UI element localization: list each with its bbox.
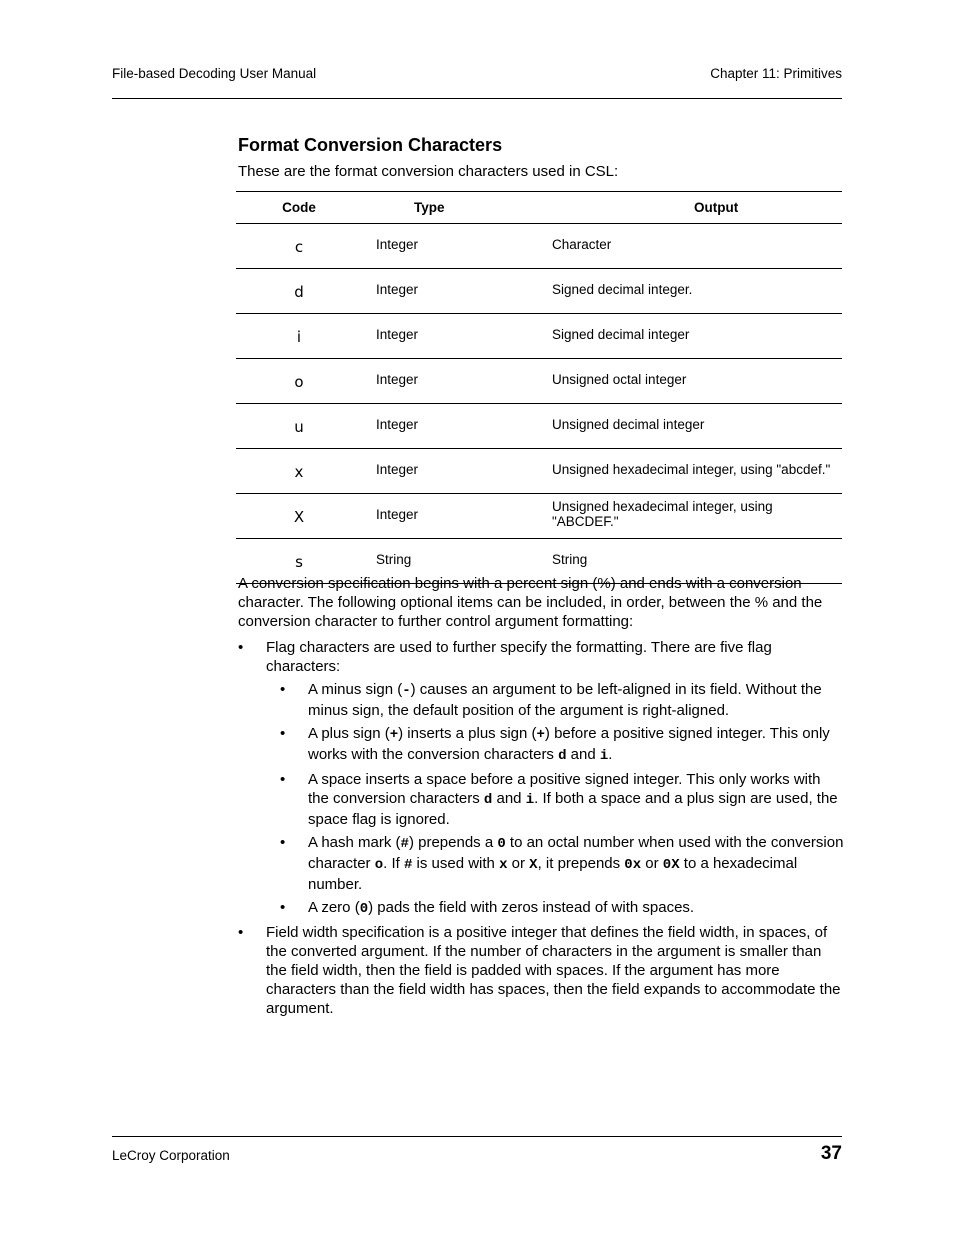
running-header-chapter: Chapter 11: Primitives [710, 66, 842, 81]
section-title: Format Conversion Characters [238, 135, 503, 155]
list-item-flag-characters [238, 638, 844, 919]
cell-output: Unsigned hexadecimal integer, using "ABCDEF." [552, 494, 842, 539]
code-run: 0 [359, 901, 369, 917]
list-item-space-flag [266, 770, 844, 829]
column-header-output: Output [552, 192, 842, 224]
text-run: A space inserts a space before a positive signed integer. This only works with the conversion characters [308, 771, 821, 807]
text-run: . If both a space and a plus sign are used, the space flag is ignored. [308, 790, 838, 828]
text-run: A zero ( [308, 899, 360, 916]
cell-code: i [236, 314, 362, 359]
footer-company: LeCroy Corporation [112, 1148, 230, 1163]
table-row [236, 404, 842, 449]
code-run: + [389, 727, 399, 743]
cell-output: Signed decimal integer. [552, 269, 842, 314]
cell-type: Integer [362, 269, 552, 314]
field-width-text: Field width specification is a positive integer that defines the field width, in spaces, of the converted argument. If the number of characters in the argument is smaller than the field width, then the field is padded with spaces. If the argument has more characters than the field width has spaces, then the field expands to accommodate the argument. [266, 924, 841, 1017]
code-run: i [599, 748, 609, 764]
text-run: , it prepends [537, 855, 625, 872]
cell-code: x [236, 449, 362, 494]
table-row [236, 359, 842, 404]
column-header-type: Type [362, 192, 552, 224]
cell-code: o [236, 359, 362, 404]
bullet-icon: • [280, 681, 286, 698]
code-run: # [400, 836, 409, 852]
text-run: ) inserts a plus sign ( [398, 725, 537, 742]
cell-type: Integer [362, 314, 552, 359]
conversion-characters-table [236, 191, 842, 584]
code-run: d [483, 792, 493, 808]
cell-output: Unsigned hexadecimal integer, using "abcdef." [552, 449, 842, 494]
cell-output: Unsigned decimal integer [552, 404, 842, 449]
code-run: + [536, 727, 545, 743]
section-intro: These are the format conversion characters used in CSL: [238, 163, 619, 180]
running-header-title: File-based Decoding User Manual [112, 66, 317, 81]
code-run: d [558, 748, 567, 764]
flag-list [266, 680, 844, 919]
text-run: ) causes an argument to be left-aligned in its field. Without the minus sign, the default position of the argument is right-aligned. [308, 681, 822, 719]
text-run: . [608, 746, 613, 763]
table-row [236, 314, 842, 359]
text-run: or [641, 855, 663, 872]
table-row [236, 269, 842, 314]
text-run: A plus sign ( [308, 725, 390, 742]
column-header-code: Code [236, 192, 362, 224]
cell-code: X [236, 494, 362, 539]
cell-code: d [236, 269, 362, 314]
code-run: 0x [624, 857, 642, 873]
conversion-spec-paragraph: A conversion specification begins with a percent sign (%) and ends with a conversion character. The following optional items can be included, in order, between the % and the conversion character to further control argument formatting: [238, 575, 823, 630]
table-header-row [236, 192, 842, 224]
bullet-icon: • [280, 771, 286, 788]
code-run: X [529, 857, 538, 873]
table-row [236, 224, 842, 269]
cell-output: Character [552, 224, 842, 269]
text-run: ) prepends a [408, 834, 498, 851]
text-run: to a hexadecimal number. [308, 855, 798, 893]
text-run: ) pads the field with zeros instead of with spaces. [368, 899, 695, 916]
code-run: - [402, 683, 411, 699]
page-number: 37 [820, 1143, 842, 1164]
text-run: and [566, 746, 600, 763]
list-item-minus-flag [266, 680, 844, 720]
cell-output: String [552, 539, 842, 584]
table-row [236, 449, 842, 494]
list-item-hash-flag [266, 833, 844, 894]
code-run: o [374, 857, 384, 873]
list-item-field-width [238, 923, 844, 1018]
bullet-icon: • [238, 639, 244, 656]
bullet-icon: • [280, 899, 286, 916]
optional-items-list [238, 638, 844, 1018]
bullet-icon: • [280, 834, 286, 851]
text-run: and [492, 790, 526, 807]
cell-type: Integer [362, 359, 552, 404]
cell-code: c [236, 224, 362, 269]
text-run: ) before a positive signed integer. This only works with the conversion characters [308, 725, 830, 763]
cell-type: Integer [362, 224, 552, 269]
code-run: x [499, 857, 508, 873]
text-run: A hash mark ( [308, 834, 401, 851]
footer-divider [112, 1136, 842, 1137]
code-run: i [525, 792, 535, 808]
cell-type: Integer [362, 404, 552, 449]
header-divider [112, 98, 842, 99]
table-row [236, 494, 842, 539]
cell-type: Integer [362, 494, 552, 539]
bullet-icon: • [280, 725, 286, 742]
cell-code: s [236, 539, 362, 584]
cell-type: String [362, 539, 552, 584]
text-run: A minus sign ( [308, 681, 403, 698]
text-run: is used with [412, 855, 500, 872]
cell-code: u [236, 404, 362, 449]
list-item-plus-flag [266, 724, 844, 766]
cell-output: Signed decimal integer [552, 314, 842, 359]
body-text [238, 574, 844, 1022]
flag-characters-intro: Flag characters are used to further specify the formatting. There are five flag characters: [266, 639, 772, 675]
text-run: or [507, 855, 530, 872]
text-run: . If [383, 855, 404, 872]
code-run: 0 [497, 836, 506, 852]
bullet-icon: • [238, 924, 244, 941]
list-item-zero-flag [266, 898, 844, 919]
cell-output: Unsigned octal integer [552, 359, 842, 404]
cell-type: Integer [362, 449, 552, 494]
code-run: # [403, 857, 413, 873]
text-run: to an octal number when used with the conversion character [308, 834, 844, 872]
code-run: 0X [662, 857, 680, 873]
